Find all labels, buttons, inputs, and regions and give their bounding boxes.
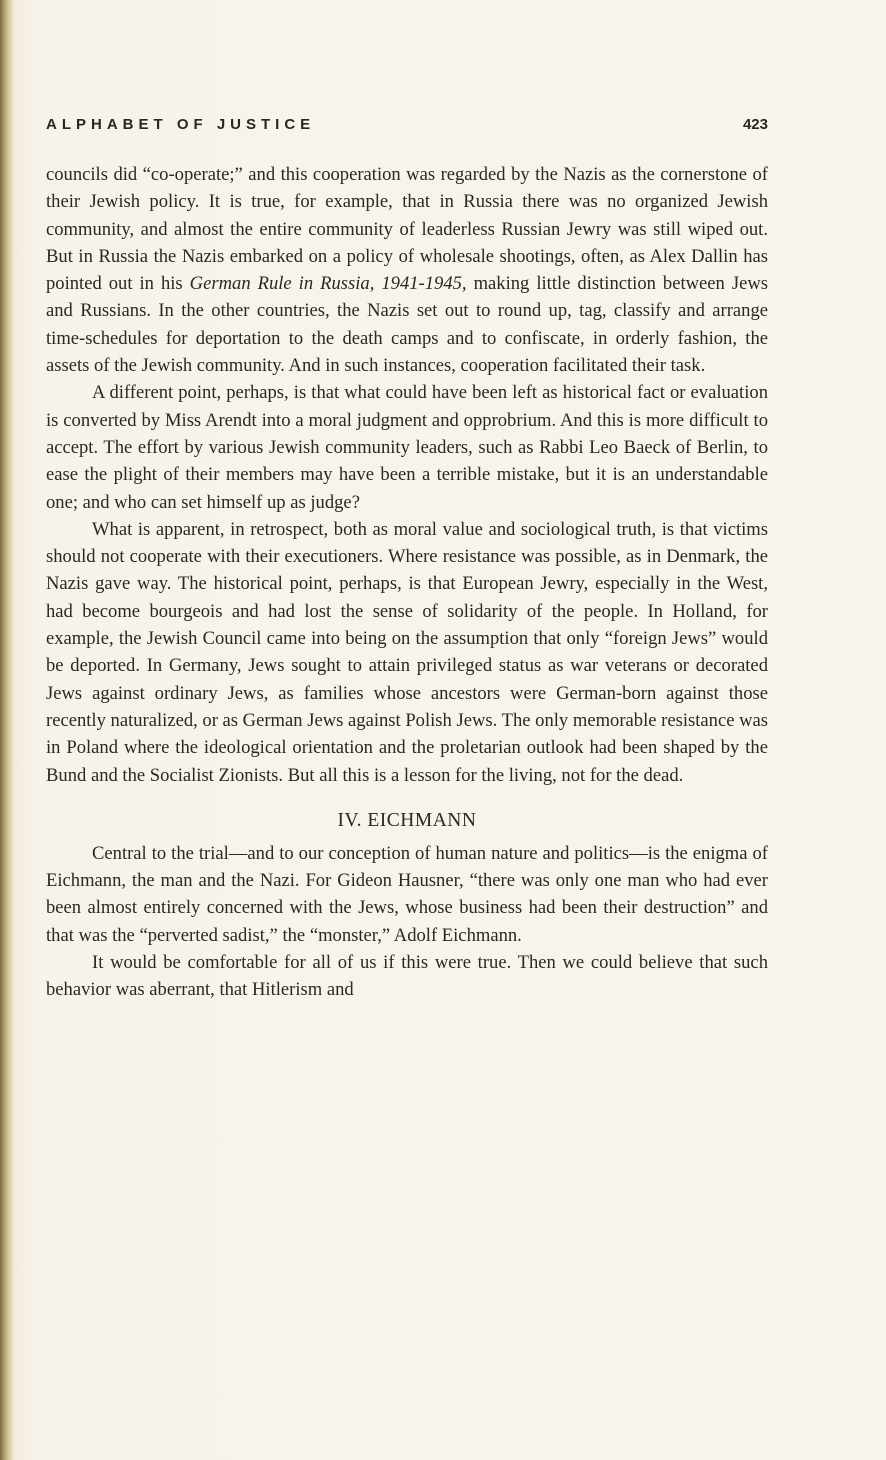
running-header — [46, 116, 768, 138]
paragraph-4: Central to the trial—and to our conception of human nature and politics—is the enigma of Eichmann, the man and the Nazi. For Gideon Hausner, “there was only one man who had ever been almost entirely concerned with the Jews, whose business had been their destruction” and that was the “perverted sadist,” the “monster,” Adolf Eichmann. — [46, 842, 768, 946]
page-binding-edge — [0, 0, 14, 1460]
book-title-citation: German Rule in Russia, 1941-1945, — [189, 273, 467, 295]
paragraph-2: A different point, perhaps, is that what could have been left as historical fact or evaluation is converted by Miss Arendt into a moral judgment and opprobrium. And this is more difficult to accept. The effort by various Jewish community leaders, such as Rabbi Leo Baeck of Berlin, to ease the plight of their members may have been a terrible mistake, but it is an understandable one; and who can set himself up as judge? — [46, 382, 768, 513]
paragraph-3: What is apparent, in retrospect, both as moral value and sociological truth, is that victims should not cooperate with their executioners. Where resistance was possible, as in Denmark, the Nazis gave way. The historical point, perhaps, is that European Jewry, especially in the West, had become bourgeois and had lost the sense of solidarity of the people. In Holland, for example, the Jewish Council came into being on the assumption that only “foreign Jews” would be deported. In Germany, Jews sought to attain privileged status as war veterans or decorated Jews against ordinary Jews, as families whose ancestors were German-born against those recently naturalized, or as German Jews against Polish Jews. The only memorable resistance was in Poland where the ideological orientation and the proletarian outlook had been shaped by the Bund and the Socialist Zionists. But all this is a lesson for the living, not for the dead. — [46, 518, 769, 786]
running-title: ALPHABET OF JUSTICE — [46, 116, 316, 133]
paragraph-5: It would be comfortable for all of us if this were true. Then we could believe that such behavior was aberrant, that Hitlerism and — [46, 952, 768, 1001]
paragraph-1 — [46, 161, 768, 379]
paragraph-1-part-b: making little distinction between Jews and Russians. In the other countries, the Nazis set out to round up, tag, classify and arrange time-schedules for deportation to the death camps and to confiscate, in orderly fashion, the assets of the Jewish community. And in such instances, cooperation facilitated their task. — [46, 273, 768, 377]
section-heading: IV. EICHMANN — [337, 809, 477, 831]
page-number: 423 — [742, 116, 768, 133]
body-text — [46, 161, 768, 1004]
paragraph-1-part-a: councils did “co-operate;” and this cooperation was regarded by the Nazis as the cornerstone of their Jewish policy. It is true, for example, that in Russia there was no organized Jewish community, and almost the entire community of leaderless Russian Jewry was still wiped out. But in Russia the Nazis embarked on a policy of wholesale shootings, often, as Alex Dallin has pointed out in his — [46, 164, 768, 295]
